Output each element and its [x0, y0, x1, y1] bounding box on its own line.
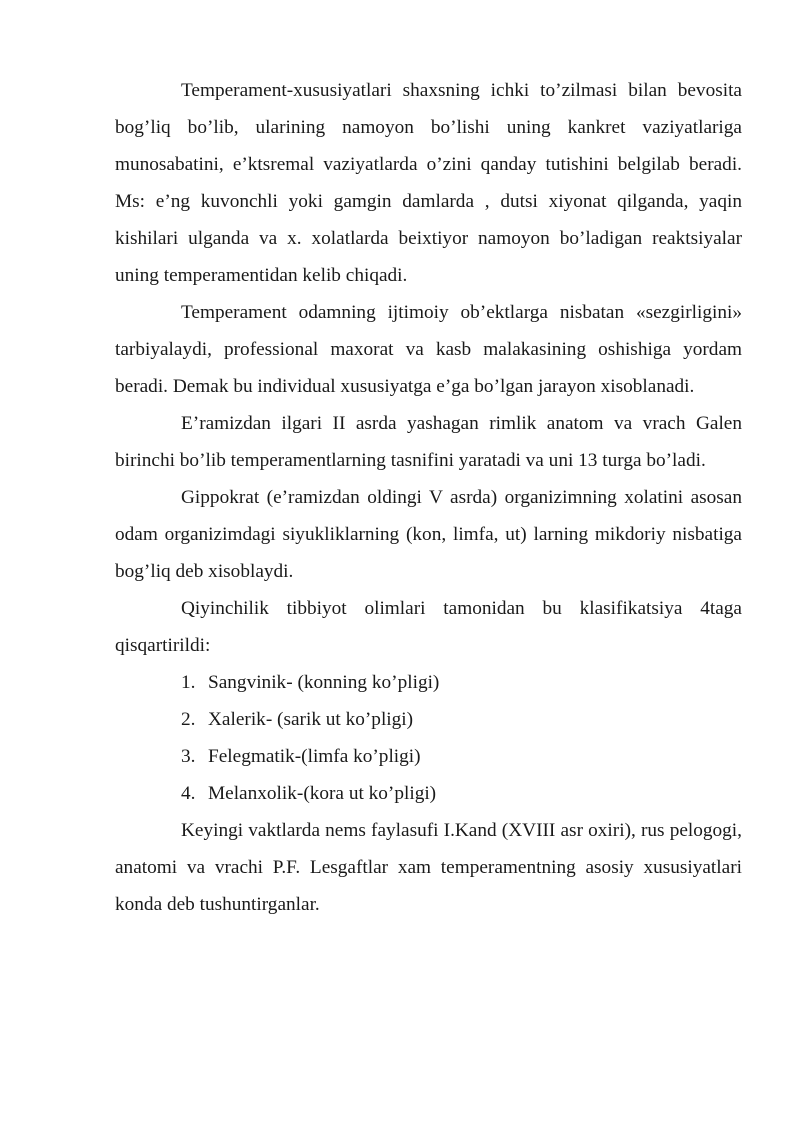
paragraph-classification: Qiyinchilik tibbiyot olimlari tamonidan bu klasifikatsiya 4taga qisqartirildi: [115, 598, 742, 656]
list-item-text: Sangvinik- (konning ko’pligi) [208, 672, 440, 693]
list-item [115, 738, 742, 775]
paragraph-galen: E’ramizdan ilgari II asrda yashagan rimlik anatom va vrach Galen birinchi bo’lib temperamentlarning tasnifini yaratadi va uni 13 turga bo’ladi. [115, 413, 742, 471]
list-item-number: 3. [181, 746, 196, 767]
document-page [115, 72, 742, 923]
list-item-text: Melanxolik-(kora ut ko’pligi) [208, 783, 437, 804]
list-item [115, 775, 742, 812]
list-item [115, 664, 742, 701]
list-item [115, 701, 742, 738]
paragraph-temperament-traits: Temperament-xususiyatlari shaxsning ichki to’zilmasi bilan bevosita bog’liq bo’lib, ularining namoyon bo’lishi uning kankret vaziyatlariga munosabatini, e’ktsremal vaziyatlarda o’zini qanday tutishini belgilab beradi. Ms: e’ng kuvonchli yoki gamgin damlarda , dutsi xiyonat qilganda, yaqin kishilari ulganda va x. xolatlarda beixtiyor namoyon bo’ladigan reaktsiyalar uning temperamentidan kelib chiqadi. [115, 80, 742, 286]
list-item-number: 4. [181, 783, 196, 804]
paragraph-temperament-sensitivity: Temperament odamning ijtimoiy ob’ektlarga nisbatan «sezgirligini» tarbiyalaydi, professional maxorat va kasb malakasining oshishiga yordam beradi. Demak bu individual xususiyatga e’ga bo’lgan jarayon xisoblanadi. [115, 302, 742, 397]
list-item-text: Xalerik- (sarik ut ko’pligi) [208, 709, 414, 730]
list-item-number: 1. [181, 672, 196, 693]
temperament-types-list [115, 664, 742, 812]
list-item-text: Felegmatik-(limfa ko’pligi) [208, 746, 421, 767]
paragraph-hippocrates: Gippokrat (e’ramizdan oldingi V asrda) organizimning xolatini asosan odam organizimdagi siyukliklarning (kon, limfa, ut) larning mikdoriy nisbatiga bog’liq deb xisoblaydi. [115, 487, 742, 582]
list-item-number: 2. [181, 709, 196, 730]
paragraph-kant-lesgaft: Keyingi vaktlarda nems faylasufi I.Kand (XVIII asr oxiri), rus pelogogi, anatomi va vrachi P.F. Lesgaftlar xam temperamentning asosiy xususiyatlari konda deb tushuntirganlar. [115, 820, 742, 915]
